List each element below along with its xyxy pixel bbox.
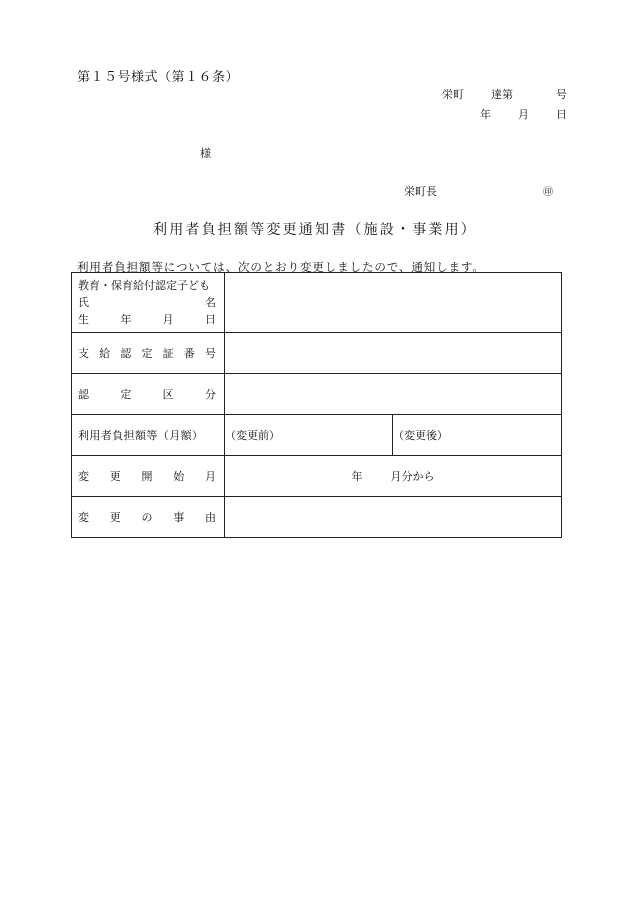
burden-before-cell[interactable] <box>225 415 393 456</box>
child-birth-label: 生 年 月 日 <box>78 313 216 326</box>
intro-text: 利用者負担額等については、次のとおり変更しましたので、通知します。 <box>77 260 485 274</box>
burden-label: 利用者負担額等（月額） <box>72 415 225 456</box>
burden-after-cell[interactable] <box>393 415 562 456</box>
category-label: 認 定 区 分 <box>72 374 225 415</box>
child-label-cell <box>72 273 225 333</box>
doc-number-place: 栄町 <box>442 88 464 101</box>
child-value-cell[interactable] <box>225 273 562 333</box>
cert-number-value[interactable] <box>225 333 562 374</box>
notice-table <box>71 272 562 538</box>
form-number: 第１５号様式（第１６条） <box>77 70 240 85</box>
child-name-label: 氏 名 <box>78 296 216 309</box>
reason-value[interactable] <box>225 497 562 538</box>
issuer-name: 栄町長 <box>404 185 437 198</box>
start-month-row <box>72 456 562 497</box>
start-month-label: 変 更 開 始 月 <box>72 456 225 497</box>
date-month: 月 <box>518 108 529 121</box>
doc-number-prefix: 達第 <box>491 88 513 101</box>
burden-row <box>72 415 562 456</box>
date-day: 日 <box>556 108 567 121</box>
seal-mark: ㊞ <box>543 187 553 198</box>
cert-number-row <box>72 333 562 374</box>
start-month-value[interactable] <box>225 456 562 497</box>
date-year: 年 <box>480 108 491 121</box>
start-year-unit: 年 <box>351 470 363 483</box>
start-month-unit: 月分から <box>390 470 435 483</box>
doc-number-suffix: 号 <box>556 88 567 101</box>
child-row <box>72 273 562 333</box>
recipient-suffix: 様 <box>200 147 211 160</box>
category-value[interactable] <box>225 374 562 415</box>
category-row <box>72 374 562 415</box>
after-label: （変更後） <box>393 429 448 442</box>
before-label: （変更前） <box>225 429 280 442</box>
cert-number-label: 支 給 認 定 証 番 号 <box>72 333 225 374</box>
child-label: 教育・保育給付認定子ども <box>78 279 210 292</box>
reason-row <box>72 497 562 538</box>
reason-label: 変 更 の 事 由 <box>72 497 225 538</box>
document-title: 利用者負担額等変更通知書（施設・事業用） <box>153 222 477 238</box>
